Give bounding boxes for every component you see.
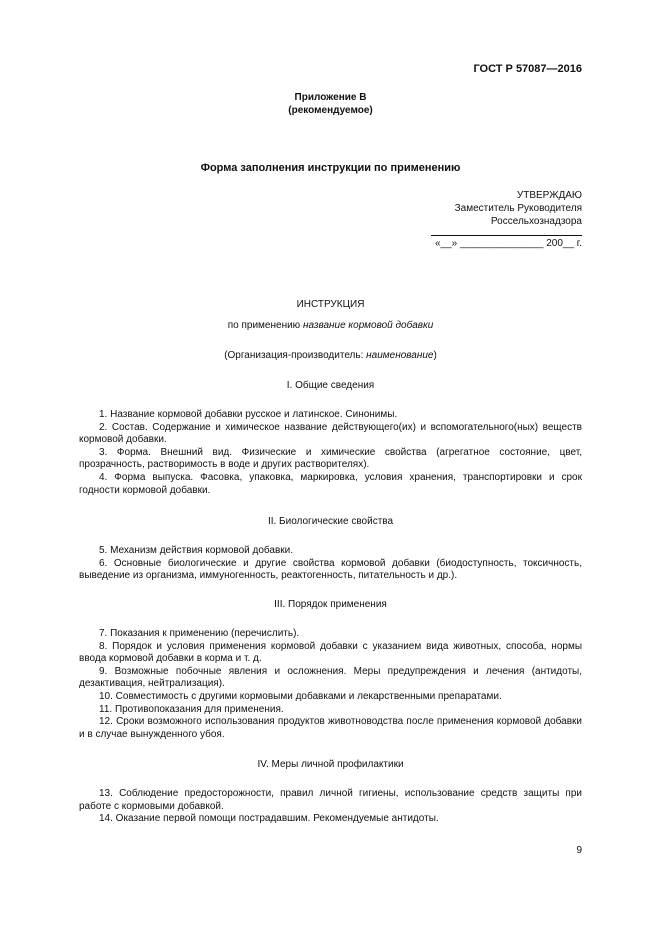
list-item: 5. Механизм действия кормовой добавки. xyxy=(99,545,294,556)
org-placeholder: наименование xyxy=(366,350,434,361)
list-item: 13. Соблюдение предосторожности, правил личной гигиены, использование средств защиты при работе с кормовыми добавкой. xyxy=(79,788,582,812)
page-number: 9 xyxy=(576,845,582,856)
annex-heading xyxy=(0,91,661,117)
instruction-organization xyxy=(0,350,661,363)
org-suffix: ) xyxy=(433,350,437,361)
approval-date-line: «__» _______________ 200__ г. xyxy=(434,238,582,249)
section-title-4: IV. Меры личной профилактики xyxy=(257,759,404,770)
list-item: 14. Оказание первой помощи пострадавшим. Рекомендуемые антидоты. xyxy=(99,813,439,825)
document-code: ГОСТ Р 57087—2016 xyxy=(473,63,582,75)
approval-position-1: Заместитель Руководителя xyxy=(454,203,582,214)
approval-block xyxy=(455,189,582,228)
list-item: 9. Возможные побочные явления и осложнения. Меры предупреждения и лечения (антидоты, дезактивация, нейтрализация). xyxy=(79,665,582,690)
form-title: Форма заполнения инструкции по применению xyxy=(200,162,461,174)
instruction-subtitle xyxy=(0,320,661,333)
section-body-3 xyxy=(79,628,582,741)
annex-title: Приложение В xyxy=(294,92,367,103)
list-item: 11. Противопоказания для применения. xyxy=(99,703,284,715)
list-item: 3. Форма. Внешний вид. Физические и химические свойства (агрегатное состояние, цвет, прозрачность, растворимость в воде и других растворителях). xyxy=(79,446,582,471)
list-item: 7. Показания к применению (перечислить). xyxy=(99,628,300,639)
instruction-subtitle-placeholder: название кормовой добавки xyxy=(302,320,434,331)
section-title-1: I. Общие сведения xyxy=(286,380,375,391)
approval-word: УТВЕРЖДАЮ xyxy=(516,190,582,201)
list-item: 10. Совместимость с другими кормовыми добавками и лекарственными препаратами. xyxy=(99,690,502,702)
section-body-1 xyxy=(79,409,582,497)
section-body-4 xyxy=(79,788,582,826)
list-item: 2. Состав. Содержание и химическое название действующего(их) и вспомогательного(ных) веществ кормовой добавки. xyxy=(79,421,582,446)
list-item: 6. Основные биологические и другие свойства кормовой добавки (биодоступность, токсичность, выведение из организма, иммуногенность, реактогенность, питательность и др.). xyxy=(79,557,582,582)
instruction-subtitle-prefix: по применению xyxy=(227,320,303,331)
instruction-title: ИНСТРУКЦИЯ xyxy=(296,299,365,310)
section-title-2: II. Биологические свойства xyxy=(267,516,394,527)
list-item: 8. Порядок и условия применения кормовой добавки с указанием вида животных, способа, нормы ввода кормовой добавки в корма и т. д. xyxy=(79,640,582,665)
annex-status: (рекомендуемое) xyxy=(288,105,373,116)
list-item: 1. Название кормовой добавки русское и латинское. Синонимы. xyxy=(99,409,398,420)
section-title-3: III. Порядок применения xyxy=(274,599,387,610)
list-item: 12. Сроки возможного использования продуктов животноводства после применения кормовой добавки и в случае вынужденного убоя. xyxy=(79,716,582,740)
section-body-2 xyxy=(79,545,582,583)
org-prefix: (Организация-производитель: xyxy=(224,350,367,361)
approval-position-2: Россельхознадзора xyxy=(490,216,582,227)
signature-line xyxy=(431,235,582,236)
list-item: 4. Форма выпуска. Фасовка, упаковка, маркировка, условия хранения, транспортировки и срок годности кормовой добавки. xyxy=(79,471,582,496)
